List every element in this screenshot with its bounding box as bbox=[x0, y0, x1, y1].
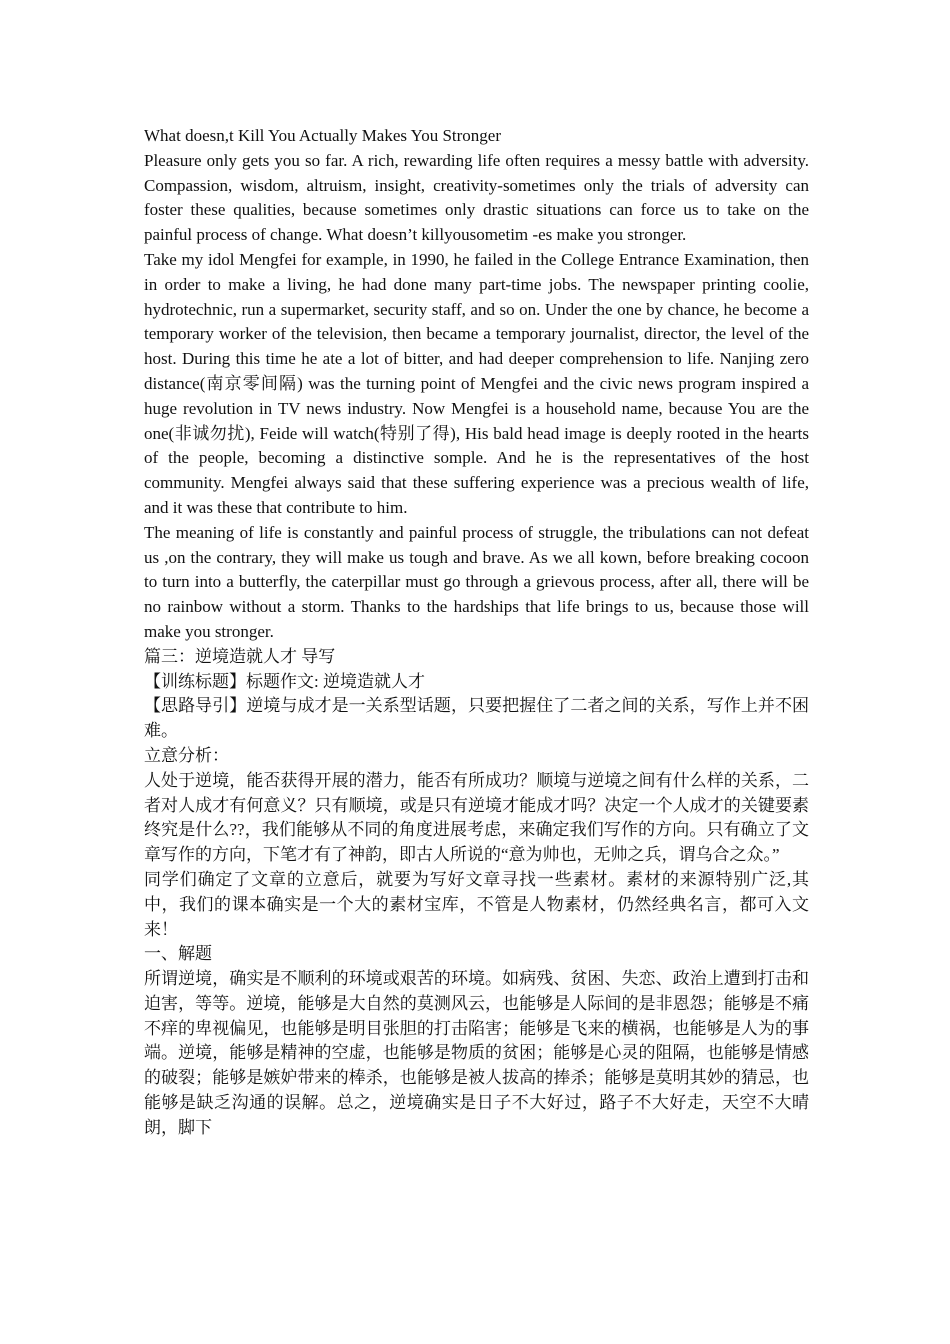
thinking-guide: 【思路导引】逆境与成才是一关系型话题，只要把握住了二者之间的关系，写作上并不困难。 bbox=[144, 696, 809, 741]
paragraph-theme-analysis: 人处于逆境，能否获得开展的潜力，能否有所成功？顺境与逆境之间有什么样的关系，二者对人成才有何意义？只有顺境，或是只有逆境才能成才吗？决定一个人成才的关键要素终究是什么??，我们能够从不同的角度进展考虑，来确定我们写作的方向。只有确立了文章写作的方向，下笔才有了神韵，即古人所说的“意为帅也，无帅之兵，谓乌合之众。” bbox=[144, 770, 809, 865]
paragraph-mengfei-example: Take my idol Mengfei for example, in 1990, he failed in the College Entrance Examination, then in order to make a living, he had done many part-time jobs. The newspaper printing coolie, hydrotechnic, run a supermarket, security staff, and so on. Under the one by chance, he become a temporary worker of the television, then became a temporary journalist, director, the level of the host. During this time he ate a lot of bitter, and had deeper comprehension to life. Nanjing zero distance(南京零间隔) was the turning point of Mengfei and the civic news program inspired a huge revolution in TV news industry. Now Mengfei is a household name, because You are the one(非诚勿扰), Feide will watch(特别了得), His bald head image is deeply rooted in the hearts of the people, becoming a distinctive somple. And he is the representatives of the host community. Mengfei always said that these suffering experience was a precious wealth of life, and it was these that contribute to him. bbox=[144, 249, 809, 517]
theme-analysis-heading: 立意分析： bbox=[144, 745, 229, 765]
paragraph-intro: Pleasure only gets you so far. A rich, rewarding life often requires a messy battle with adversity. Compassion, wisdom, altruism, insight, creativity-sometimes only the trials of adversity can foster these qualities, because sometimes only drastic situations can force us to take on the painful process of change. What doesn’t killyousometim -es make you stronger. bbox=[144, 150, 809, 245]
paragraph-meaning-of-life: The meaning of life is constantly and painful process of struggle, the tribulations can not defeat us ,on the contrary, they will make us tough and brave. As we all kown, before breaking cocoon to turn into a butterfly, the caterpillar must go through a grievous process, after all, there will be no rainbow without a storm. Thanks to the hardships that life brings to us, because those will make you stronger. bbox=[144, 522, 809, 641]
paragraph-adversity-definition: 所谓逆境，确实是不顺利的环境或艰苦的环境。如病残、贫困、失恋、政治上遭到打击和迫害，等等。逆境，能够是大自然的莫测风云，也能够是人际间的是非恩怨；能够是不痛不痒的卑视偏见，也能够是明目张胆的打击陷害；能够是飞来的横祸，也能够是人为的事端。逆境，能够是精神的空虚，也能够是物质的贫困；能够是心灵的阻隔，也能够是情感的破裂；能够是嫉妒带来的棒杀，也能够是被人拔高的捧杀；能够是莫明其妙的猜忌，也能够是缺乏沟通的误解。总之，逆境确实是日子不大好过，路子不大好走，天空不大晴朗，脚下 bbox=[144, 969, 809, 1137]
section-heading-part-three: 篇三：逆境造就人才 导写 bbox=[144, 646, 336, 666]
document-page bbox=[144, 124, 809, 1141]
document-title: What doesn,t Kill You Actually Makes You Stronger bbox=[144, 126, 501, 145]
training-title: 【训练标题】标题作文: 逆境造就人才 bbox=[144, 671, 425, 691]
section-heading-explain-topic: 一、解题 bbox=[144, 944, 212, 964]
paragraph-materials: 同学们确定了文章的立意后，就要为写好文章寻找一些素材。素材的来源特别广泛,其中，我们的课本确实是一个大的素材宝库，不管是人物素材，仍然经典名言，都可入文来！ bbox=[144, 869, 809, 939]
